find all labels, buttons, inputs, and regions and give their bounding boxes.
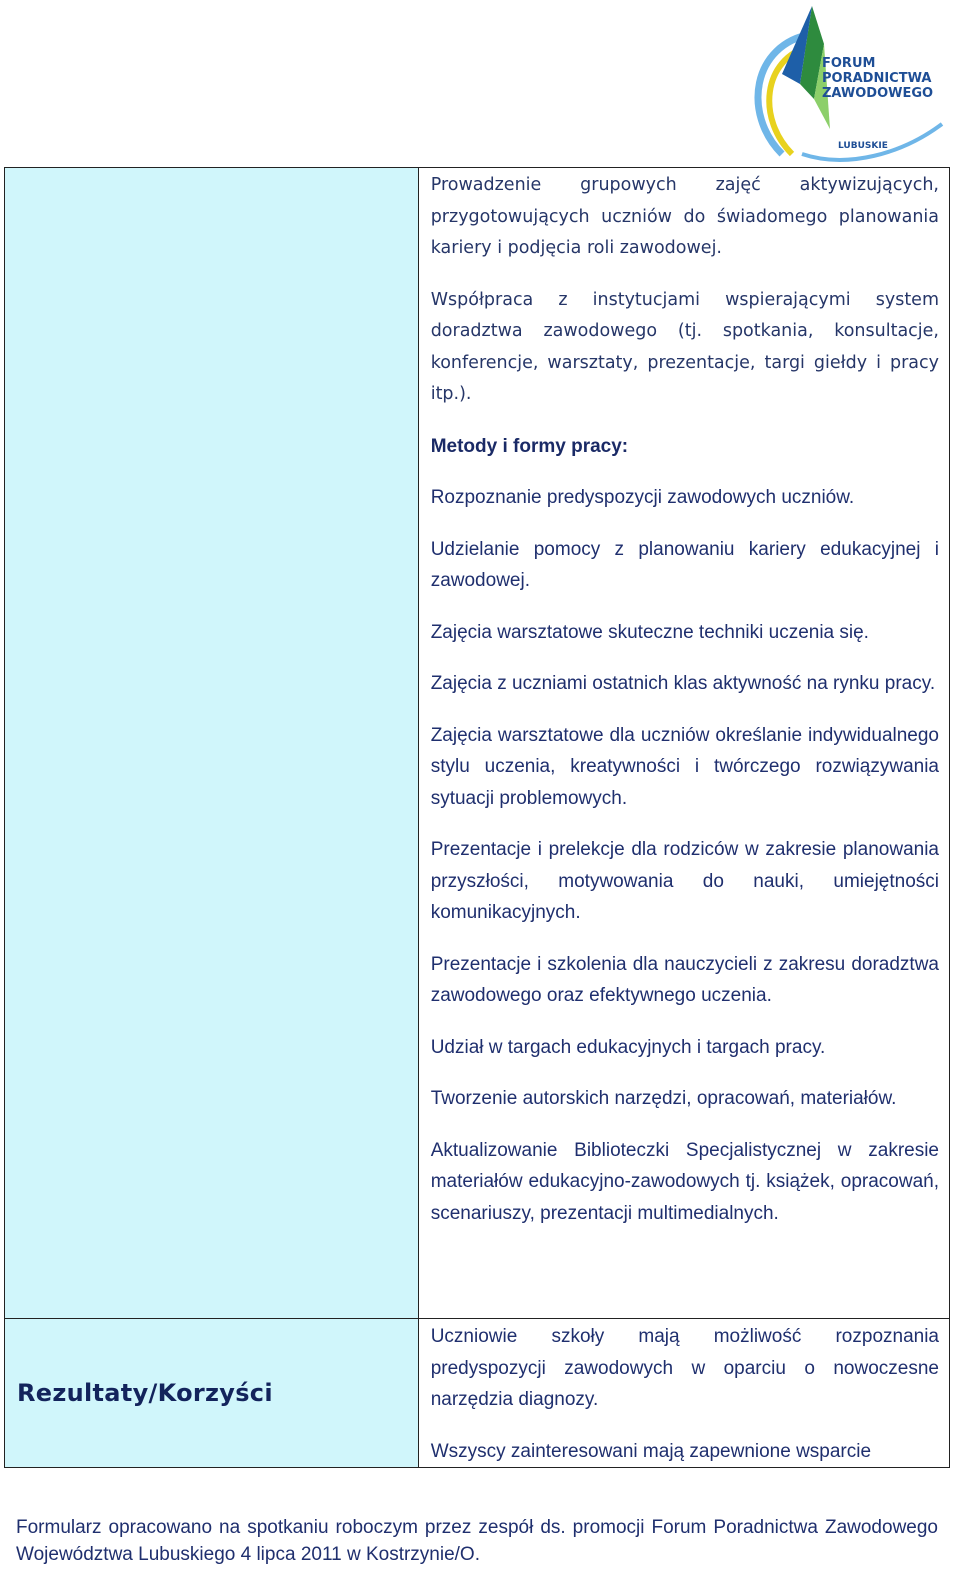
row-label-cell [5,1319,419,1468]
table-row [5,168,950,1319]
paragraph: Rozpoznanie predyspozycji zawodowych uczniów. [430,487,855,508]
paragraph: Prezentacje i szkolenia dla nauczycieli z zakresu doradztwa zawodowego oraz efektywnego uczenia. [430,953,939,1006]
paragraph: Współpraca z instytucjami wspierającymi system doradztwa zawodowego (tj. spotkania, konsultacje, konferencje, warsztaty, prezentacje, targi giełdy i pracy itp.). [430,289,939,404]
paragraph: Udział w targach edukacyjnych i targach pracy. [430,1036,826,1058]
paragraph: Prezentacje i prelekcje dla rodziców w zakresie planowania przyszłości, motywowania do nauki, umiejętności komunikacyjnych. [430,839,939,923]
section-heading: Metody i formy pracy: [430,435,629,457]
table-row [5,1319,950,1468]
paragraph: Zajęcia warsztatowe dla uczniów określanie indywidualnego stylu uczenia, kreatywności i twórczego rozwiązywania sytuacji problemowych. [430,724,939,809]
paragraph: Udzielanie pomocy z planowaniu kariery edukacyjnej i zawodowej. [430,538,939,591]
footer-note: Formularz opracowano na spotkaniu roboczym przez zespół ds. promocji Forum Poradnictwa Zawodowego Województwa Lubuskiego 4 lipca 2011 w Kostrzynie/O. [16,1517,938,1565]
paragraph: Prowadzenie grupowych zajęć aktywizujących, przygotowujących uczniów do świadomego planowania kariery i podjęcia roli zawodowej. [430,175,939,258]
row-content-cell [418,168,949,1319]
logo-title [822,56,952,101]
row-label-cell [5,168,419,1319]
paragraph: Tworzenie autorskich narzędzi, opracowań, materiałów. [430,1088,897,1109]
content-table [4,167,950,1468]
paragraph: Zajęcia warsztatowe skuteczne techniki uczenia się. [430,621,869,643]
logo-line-2: PORADNICTWA [822,71,932,86]
results-label: Rezultaty/Korzyści [17,1379,273,1407]
logo-subtitle: LUBUSKIE [838,141,888,151]
logo-line-1: FORUM [822,56,876,71]
paragraph: Uczniowie szkoły mają możliwość rozpoznania predyspozycji zawodowych w oparciu o nowoczesne narzędzia diagnozy. [430,1326,939,1410]
row-content-cell [418,1319,949,1468]
paragraph: Wszyscy zainteresowani mają zapewnione wsparcie [430,1440,872,1462]
logo-line-3: ZAWODOWEGO [822,86,934,101]
paragraph: Aktualizowanie Biblioteczki Specjalistycznej w zakresie materiałów edukacyjno-zawodowych tj. książek, opracowań, scenariuszy, prezentacji multimedialnych. [430,1139,939,1224]
paragraph: Zajęcia z uczniami ostatnich klas aktywność na rynku pracy. [430,673,936,694]
